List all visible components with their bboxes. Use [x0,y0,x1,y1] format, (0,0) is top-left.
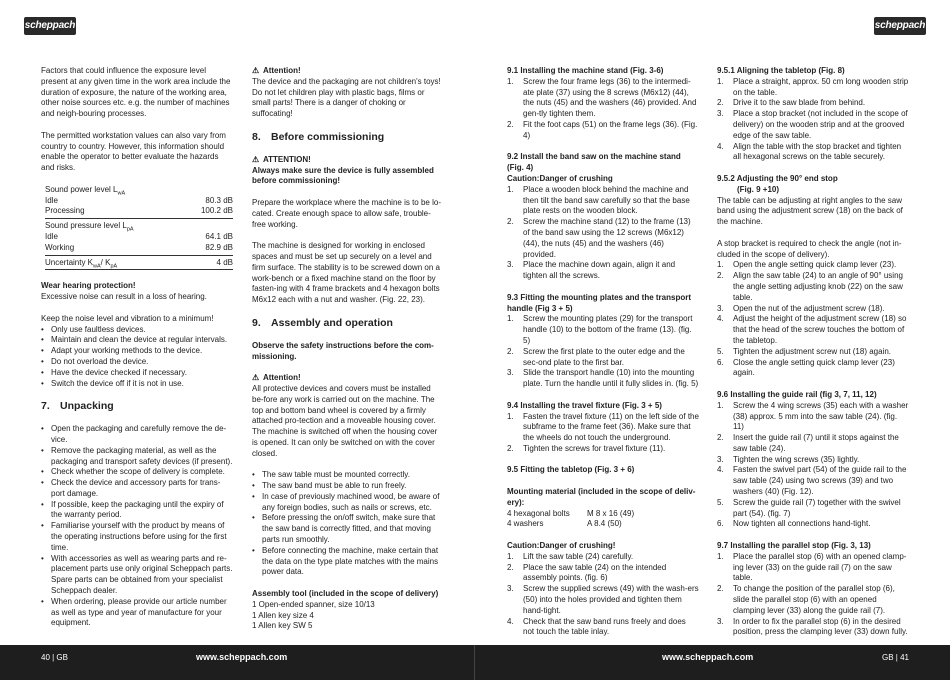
list-item: 6. Now tighten all connections hand-tight. [717,519,871,529]
wear-hearing-title: Wear hearing protection! [41,281,136,291]
caution-label: Caution:Danger of crushing [507,173,613,183]
list-item: • In case of previously machined wood, be aware of any foreign bodies, such as nails or screws, etc. [252,492,444,514]
list-item: • Have the device checked if necessary. [41,368,233,379]
section-9-5-2-title: 9.5.2 Adjusting the 90° end stop [717,173,838,183]
list-item: 1. Place the parallel stop (6) with an opened clamp-ing lever (33) on the guide rail (7) on the saw table. [717,551,907,583]
brand-logo-left: scheppach [24,17,76,35]
uncertainty-value: 4 dB [216,257,233,267]
section-9-1-title: 9.1 Installing the machine stand (Fig. 3-6) [507,66,664,75]
list-item: • Check the device and accessory parts for trans-port damage. [41,478,233,500]
list-item: 2. Insert the guide rail (7) until it stops against the saw table (24). [717,433,899,453]
list-item: 4. Check that the saw band runs freely and does not touch the table inlay. [507,616,686,637]
sound-power-group [45,185,233,219]
list-item: • Open the packaging and carefully remove the de-vice. [41,424,233,446]
list-item: 2. To change the position of the parallel stop (6), slide the parallel stop (6) with an opened clamping lever (33) along the guide rail (7). [717,584,895,615]
warning-icon: ⚠ [252,154,260,164]
list-item: 2. Tighten the screws for travel fixture (11). [507,443,666,453]
caution-label: Caution:Danger of crushing! [507,541,616,551]
wear-hearing-text: Excessive noise can result in a loss of hearing. [41,292,207,302]
list-item: • Only use faultless devices. [41,325,233,336]
mounting-material-title: Mounting material (included in the scope of deliv-ery): [507,487,696,507]
right-page-number: GB | 41 [882,653,909,662]
list-item: 2. Screw the first plate to the outer edge and the sec-ond plate to the first bar. [507,346,685,367]
list-item: • If possible, keep the packaging until the expiry of the warranty period. [41,500,233,522]
noise-table [45,185,233,271]
assembly-tool-title: Assembly tool (included in the scope of delivery) [252,589,439,599]
list-item: 1. Lift the saw table (24) carefully. [507,551,634,561]
sound-power-sub: wA [117,190,126,197]
list-item: 2. Screw the machine stand (12) to the frame (13) of the band saw using the 12 screws (M6x12) (44), the nuts (45) and the washers (46) provided. [507,217,691,259]
list-item: • Do not overload the device. [41,357,233,368]
attention-text: All protective devices and covers must be installed be-fore any work is carried out on the machine. The top and bottom band wheel is covered by a firmly attached pro-tection and a moveable housing cover. The machine is switched off when the housing cover is opened. It can only be switched on with the cover closed. [252,383,438,458]
section-9-5-2-subtitle: (Fig. 9 +10) [737,184,780,194]
section-9-3-title: 9.3 Fitting the mounting plates and the transport handle (Fig 3 + 5) [507,292,692,313]
section-9-5-title: 9.5 Fitting the tabletop (Fig. 3 + 6) [507,465,635,475]
uncertainty-sub1: wA [93,263,101,270]
list-item: 6. Close the angle setting quick clamp lever (23) again. [717,357,895,378]
processing-power-value: 100.2 dB [200,206,233,216]
exposure-paragraph: Factors that could influence the exposure level present at any given time in the work area include the duration of exposure, the nature of the working area, other noise sources etc. e.g. the number of machines and neigh-bouring processes. [41,66,231,119]
working-label: Working [45,242,75,252]
list-item: • The saw band must be able to run freely. [252,481,444,492]
list-item: 2. Align the saw table (24) to an angle of 90° using the angle setting adjusting knob (22) on the saw table. [717,271,903,302]
section-9-6-title: 9.6 Installing the guide rail (fig 3, 7, 11, 12) [717,389,877,399]
list-item: 1. Screw the 4 wing screws (35) each with a washer (38) approx. 5 mm into the saw table (24). (fig. 11) [717,400,909,432]
list-item: 1. Fasten the travel fixture (11) on the left side of the subframe to the frame feet (36). Make sure that the wheels do not touch the underground. [507,411,699,443]
column-1 [41,66,233,629]
attention-title: ATTENTION! [262,154,311,164]
list-item: 3. Place the machine down again, align it and tighten all the screws. [507,260,676,281]
column-2 [252,66,444,632]
list-item: 1. Screw the four frame legs (36) to the intermedi-ate plate (37) using the 8 screws (M6x12) (44), the nuts (45) and the washers (46) provided. And gen-tly tighten them. [507,76,697,119]
check-list [252,470,444,578]
processing-label: Processing [45,206,85,216]
attention-title: Attention! [262,66,301,75]
material-row: 4 hexagonal bolts M 8 x 16 (49) [507,508,635,518]
list-item: 3. Slide the transport handle (10) into the mounting plate. Turn the handle until it fully slides in. (fig. 5) [507,368,699,389]
section-9-5-1-title: 9.5.1 Aligning the tabletop (Fig. 8) [717,66,845,75]
list-item: 4. Align the table with the stop bracket and tighten all hexagonal screws on the table securely. [717,141,902,162]
warning-icon: ⚠ [252,373,260,383]
right-website-link[interactable]: www.scheppach.com [662,652,754,662]
uncertainty-row [45,258,233,271]
list-item: 3. In order to fix the parallel stop (6) in the desired position, press the clamping lever (33) down fully. [717,616,908,637]
end-stop-paragraph: The table can be adjusting at right angles to the saw band using the adjustment screw (18) on the back of the machine. [717,195,903,227]
list-item: • Check whether the scope of delivery is complete. [41,467,233,478]
list-item: 2. Place the saw table (24) on the intended assembly points. (fig. 6) [507,562,667,583]
idle-pressure-value: 64.1 dB [205,231,233,241]
observe-paragraph: Observe the safety instructions before the com-missioning. [252,340,434,361]
list-item: 1 Open-ended spanner, size 10/13 [252,599,375,609]
material-row: 4 washers A 8.4 (50) [507,519,622,529]
list-item: 3. Screw the supplied screws (49) with the wash-ers (50) into the holes provided and tighten them hand-tight. [507,584,699,615]
list-item: 1. Place a straight, approx. 50 cm long wooden strip on the table. [717,76,909,97]
idle-power-value: 80.3 dB [205,195,233,205]
list-item: • With accessories as well as wearing parts and re-placement parts use only original Scheppach parts. Spare parts can be obtained from your specialist Scheppach dealer. [41,554,233,597]
sound-pressure-label: Sound pressure level L [45,221,127,231]
brand-logo-right: scheppach [874,17,926,35]
footer-divider [474,645,475,680]
assembly-heading: 9. Assembly and operation [252,316,393,329]
commissioning-heading: 8. Before commissioning [252,130,385,143]
list-item: 1 Allen key size 4 [252,610,314,620]
list-item: 1 Allen key SW 5 [252,621,313,631]
list-item: 2. Fit the foot caps (51) on the frame legs (36). (Fig. 4) [507,119,698,140]
uncertainty-sub2: pA [110,263,118,270]
list-item: 3. Place a stop bracket (not included in the scope of delivery) on the wooden strip and at the grooved edge of the saw table. [717,109,908,140]
prepare-paragraph: Prepare the workplace where the machine is to be lo-cated. Create enough space to allow safe, trouble-free working. [252,197,441,229]
warning-icon: ⚠ [252,66,260,75]
noise-list [41,325,233,390]
list-item: • Adapt your working methods to the device. [41,346,233,357]
list-item: • Maintain and clean the device at regular intervals. [41,335,233,346]
section-9-7-title: 9.7 Installing the parallel stop (Fig. 3, 13) [717,541,871,551]
machine-paragraph: The machine is designed for working in enclosed spaces and must be set up securely on a level and firm surface. The stability is to be screwed down on a work-bench or a fixed machine stand on the floor by fasten-ing with 4 frame brackets and 4 hexagon bolts M6x12 each with a nut and washer. (Fig. 22, 23). [252,241,440,305]
uncertainty-mid: / K [100,257,111,267]
uncertainty-label: Uncertainty K [45,257,94,267]
attention-title: Attention! [262,373,301,383]
section-9-2-title: 9.2 Install the band saw on the machine stand (Fig. 4) [507,152,681,173]
working-pressure-value: 82.9 dB [205,242,233,252]
section-9-4-title: 9.4 Installing the travel fixture (Fig. 3 + 5) [507,400,662,410]
unpacking-list [41,424,233,629]
left-page-number: 40 | GB [41,653,68,662]
attention-text: The device and the packaging are not children's toys! Do not let children play with plastic bags, films or small parts! There is a danger of choking or suffocating! [252,76,441,119]
keep-noise-text: Keep the noise level and vibration to a minimum! [41,313,214,323]
list-item: 4. Fasten the swivel part (54) of the guide rail to the saw table (24) using two screws (39) and two washers (40) (Fig. 12). [717,465,907,497]
stop-bracket-text: A stop bracket is required to check the angle (not in-cluded in the scope of delivery). [717,238,902,259]
sound-power-label: Sound power level L [45,184,118,194]
list-item: 1. Open the angle setting quick clamp lever (23). [717,260,897,270]
list-item: 5. Screw the guide rail (7) together with the swivel part (54). (fig. 7) [717,497,901,518]
list-item: • Remove the packaging material, as well as the packaging and transport safety devices (if present). [41,446,233,468]
list-item: 3. Open the nut of the adjustment screw (18). [717,303,885,313]
list-item: • The saw table must be mounted correctly. [252,470,444,481]
sound-pressure-sub: pA [126,226,134,233]
idle-label-2: Idle [45,231,58,241]
list-item: • Familiarise yourself with the product by means of the operating instructions before using for the first time. [41,521,233,553]
column-3 [507,66,699,638]
page-footer [0,645,950,680]
sound-pressure-group [45,221,233,255]
attention-text: Always make sure the device is fully assembled before commissioning! [252,165,434,186]
list-item: • Switch the device off if it is not in use. [41,379,233,390]
unpacking-heading: 7. Unpacking [41,400,114,413]
left-website-link[interactable]: www.scheppach.com [196,652,288,662]
list-item: 3. Tighten the wing screws (35) lightly. [717,454,860,464]
list-item: 1. Screw the mounting plates (29) for the transport handle (10) to the bottom of the frame (13). (fig. 5) [507,314,693,345]
list-item: 1. Place a wooden block behind the machine and then tilt the band saw carefully so that the base plate rests on the wooden block. [507,184,690,216]
list-item: 5. Tighten the adjustment screw nut (18) again. [717,346,892,356]
list-item: • Before pressing the on/off switch, make sure that the saw band is correctly fitted, and that moving parts run smoothly. [252,513,444,545]
workstation-paragraph: The permitted workstation values can also vary from country to country. However, this information should enable the operator to better evaluate the hazards and risks. [41,130,226,173]
column-4 [717,66,910,638]
list-item: 4. Adjust the height of the adjustment screw (18) so that the head of the screw touches the bottom of the tabletop. [717,314,907,345]
idle-label: Idle [45,195,58,205]
list-item: 2. Drive it to the saw blade from behind. [717,98,866,108]
list-item: • Before connecting the machine, make certain that the data on the type plate matches with the mains power data. [252,546,444,578]
list-item: • When ordering, please provide our article number as well as type and year of manufacture for your equipment. [41,597,233,629]
